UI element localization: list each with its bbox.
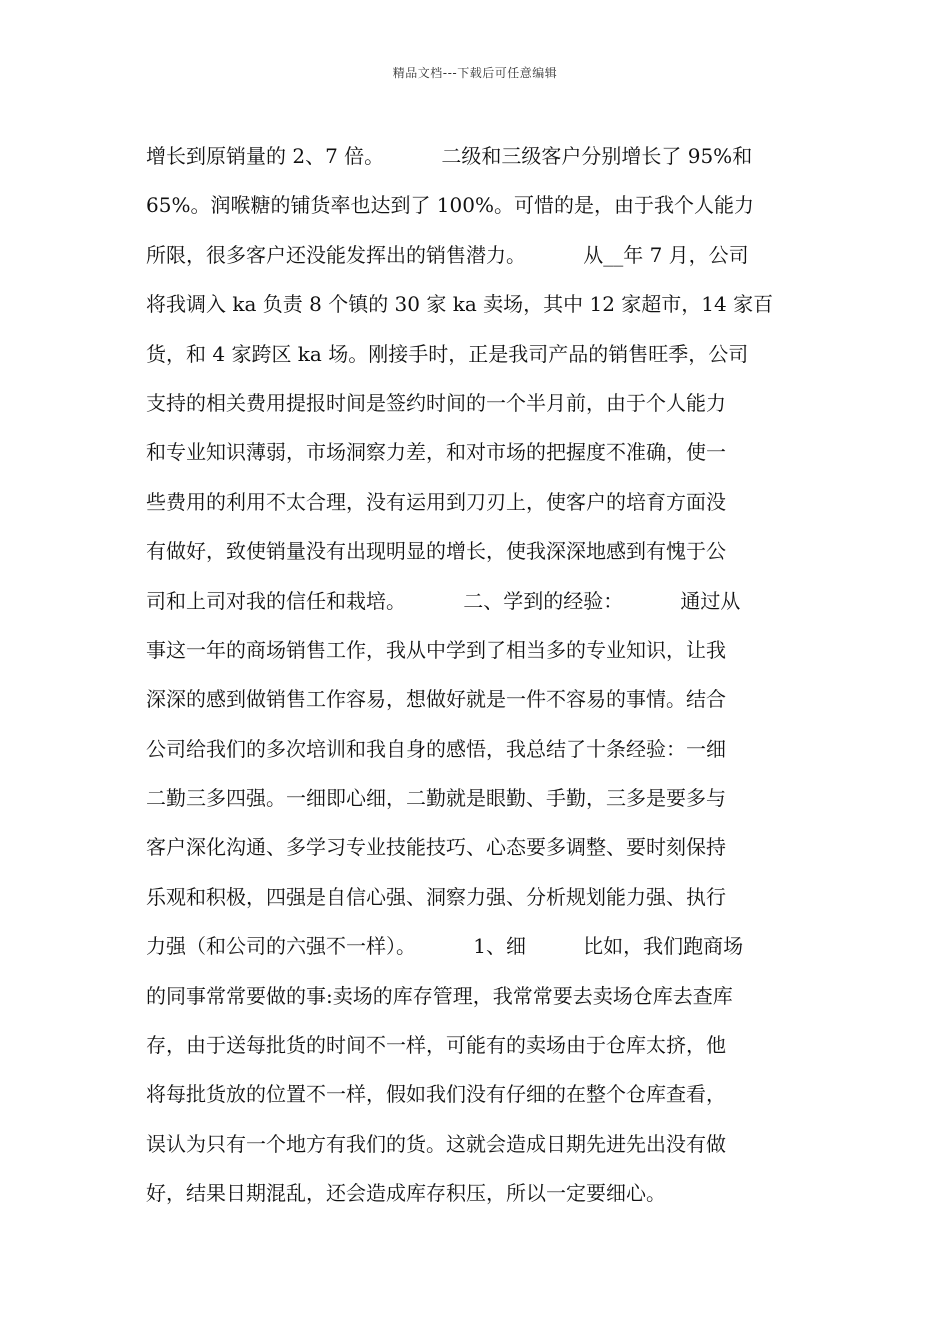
page-header: 精品文档---下载后可任意编辑 bbox=[392, 66, 558, 80]
text-line: 存，由于送每批货的时间不一样，可能有的卖场由于仓库太挤，他 bbox=[146, 1033, 726, 1058]
text-line: 深深的感到做销售工作容易，想做好就是一件不容易的事情。结合 bbox=[146, 687, 726, 712]
text-line: 有做好，致使销量没有出现明显的增长，使我深深地感到有愧于公 bbox=[146, 539, 726, 564]
text-line: 所限，很多客户还没能发挥出的销售潜力。 从__年 7 月，公司 bbox=[146, 242, 749, 267]
text-line: 的同事常常要做的事:卖场的库存管理，我常常要去卖场仓库去查库 bbox=[146, 983, 733, 1008]
text-line: 客户深化沟通、多学习专业技能技巧、心态要多调整、要时刻保持 bbox=[146, 835, 726, 860]
text-line: 些费用的利用不太合理，没有运用到刀刃上，使客户的培育方面没 bbox=[146, 489, 726, 514]
text-line: 事这一年的商场销售工作，我从中学到了相当多的专业知识，让我 bbox=[146, 637, 726, 662]
text-line: 误认为只有一个地方有我们的货。这就会造成日期先进先出没有做 bbox=[146, 1131, 726, 1156]
document-body bbox=[146, 132, 808, 1219]
text-line: 65%。润喉糖的铺货率也达到了 100%。可惜的是，由于我个人能力 bbox=[146, 193, 754, 218]
text-line: 将我调入 ka 负责 8 个镇的 30 家 ka 卖场，其中 12 家超市，14 家百 bbox=[146, 292, 774, 317]
text-line: 增长到原销量的 2、7 倍。 二级和三级客户分别增长了 95%和 bbox=[146, 144, 753, 168]
text-line: 力强（和公司的六强不一样）。 1、细 比如，我们跑商场 bbox=[146, 934, 744, 959]
text-line: 乐观和积极，四强是自信心强、洞察力强、分析规划能力强、执行 bbox=[146, 884, 726, 909]
text-line: 货，和 4 家跨区 ka 场。刚接手时，正是我司产品的销售旺季，公司 bbox=[146, 341, 749, 366]
text-line: 支持的相关费用提报时间是签约时间的一个半月前，由于个人能力 bbox=[146, 390, 726, 415]
text-line: 二勤三多四强。一细即心细，二勤就是眼勤、手勤，三多是要多与 bbox=[146, 786, 726, 811]
text-line: 好，结果日期混乱，还会造成库存积压，所以一定要细心。 bbox=[146, 1181, 666, 1206]
text-line: 公司给我们的多次培训和我自身的感悟，我总结了十条经验：一细 bbox=[146, 736, 726, 761]
text-line: 将每批货放的位置不一样，假如我们没有仔细的在整个仓库查看， bbox=[146, 1082, 726, 1107]
text-line: 和专业知识薄弱，市场洞察力差，和对市场的把握度不准确，使一 bbox=[146, 440, 726, 465]
text-line: 司和上司对我的信任和栽培。 二、学到的经验： 通过从 bbox=[146, 588, 741, 613]
